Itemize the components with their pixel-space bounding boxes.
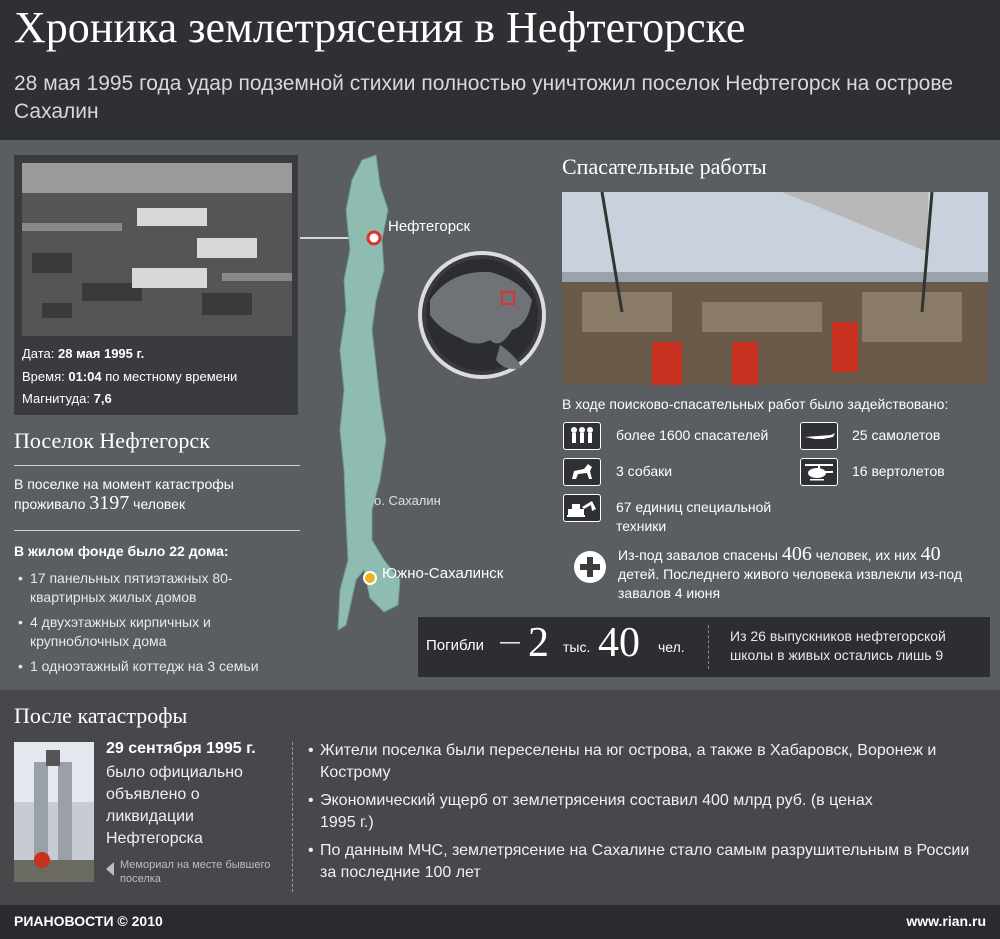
quake-date: Дата: 28 мая 1995 г. — [22, 346, 145, 361]
after-item: • Жители поселка были переселены на юг острова, а также в Хабаровск, Воронеж и Кострому — [320, 740, 980, 784]
rescue-saved: Из-под завалов спасены 406 человек, их них 40 детей. Последнего живого человека извлекли из-под завалов 4 июня — [618, 543, 963, 601]
divider — [708, 625, 710, 669]
neftegorsk-marker — [368, 232, 380, 244]
housing-item: • 4 двухэтажных кирпичных и крупноблочных дома — [30, 613, 270, 651]
housing-title: В жилом фонде было 22 дома: — [14, 543, 229, 559]
after-item: • По данным МЧС, землетрясение на Сахалине стало самым разрушительным в России за последние 100 лет — [320, 840, 980, 884]
rescue-item-machinery: 67 единиц специальной техники — [616, 499, 772, 534]
rescue-item-rescuers: более 1600 спасателей — [616, 427, 769, 443]
label-sakhalin: о. Сахалин — [374, 493, 441, 508]
label-yuzhno-sakhalinsk: Южно-Сахалинск — [382, 565, 504, 582]
excavator-icon — [563, 494, 601, 522]
memorial-photo — [14, 742, 94, 882]
village-population: В поселке на момент катастрофы проживало 3197 человек — [14, 476, 234, 514]
footer-copyright: РИАНОВОСТИ © 2010 — [14, 913, 163, 929]
helicopter-icon — [800, 458, 838, 486]
after-title: После катастрофы — [14, 703, 188, 728]
people-icon — [563, 422, 601, 450]
page-subtitle: 28 мая 1995 года удар подземной стихии полностью уничтожил поселок Нефтегорск на острове Сахалин — [14, 72, 953, 123]
footer — [0, 905, 1000, 939]
rescue-intro: В ходе поисково-спасательных работ было задействовано: — [562, 396, 949, 412]
divider — [292, 742, 293, 892]
globe-icon — [420, 253, 544, 377]
village-title: Поселок Нефтегорск — [14, 428, 210, 453]
quake-magnitude: Магнитуда: 7,6 — [22, 391, 112, 406]
rescue-item-dogs: 3 собаки — [616, 463, 673, 479]
deaths-thousands-unit: тыс. — [563, 639, 591, 655]
dog-icon — [563, 458, 601, 486]
deaths-dash: — — [500, 631, 520, 653]
deaths-box — [418, 617, 990, 677]
caption-arrow-icon — [106, 862, 116, 876]
after-item: • Экономический ущерб от землетрясения составил 400 млрд руб. (в ценах 1995 г.) — [320, 790, 880, 834]
liquidation-text: было официально объявлено о ликвидации Нефтегорска — [106, 764, 243, 847]
housing-item: • 17 панельных пятиэтажных 80-квартирных жилых домов — [30, 569, 270, 607]
medical-cross-icon — [572, 549, 608, 585]
rescue-item-planes: 25 самолетов — [852, 427, 941, 443]
liquidation-date: 29 сентября 1995 г. — [106, 740, 256, 757]
divider — [14, 465, 300, 466]
rescue-photo — [562, 192, 988, 385]
footer-link[interactable]: www.rian.ru — [906, 913, 986, 929]
yuzhno-marker — [364, 572, 376, 584]
header — [0, 0, 1000, 140]
label-neftegorsk: Нефтегорск — [388, 218, 471, 235]
destroyed-village-photo — [22, 163, 292, 336]
rescue-title: Спасательные работы — [562, 154, 767, 179]
deaths-thousands: 2 — [528, 620, 549, 666]
quake-time: Время: 01:04 по местному времени — [22, 369, 238, 384]
deaths-count-unit: чел. — [658, 639, 685, 655]
plane-icon — [800, 422, 838, 450]
deaths-count: 40 — [598, 620, 640, 666]
school-graduates: Из 26 выпускников нефтегорской школы в живых остались лишь 9 — [730, 628, 946, 663]
rescue-item-helicopters: 16 вертолетов — [852, 463, 945, 479]
divider — [14, 530, 300, 531]
housing-item: • 1 одноэтажный коттедж на 3 семьи — [30, 657, 300, 676]
page-title: Хроника землетрясения в Нефтегорске — [14, 3, 746, 52]
deaths-label: Погибли — [426, 637, 485, 654]
memorial-caption: Мемориал на месте бывшего поселка — [120, 859, 271, 885]
